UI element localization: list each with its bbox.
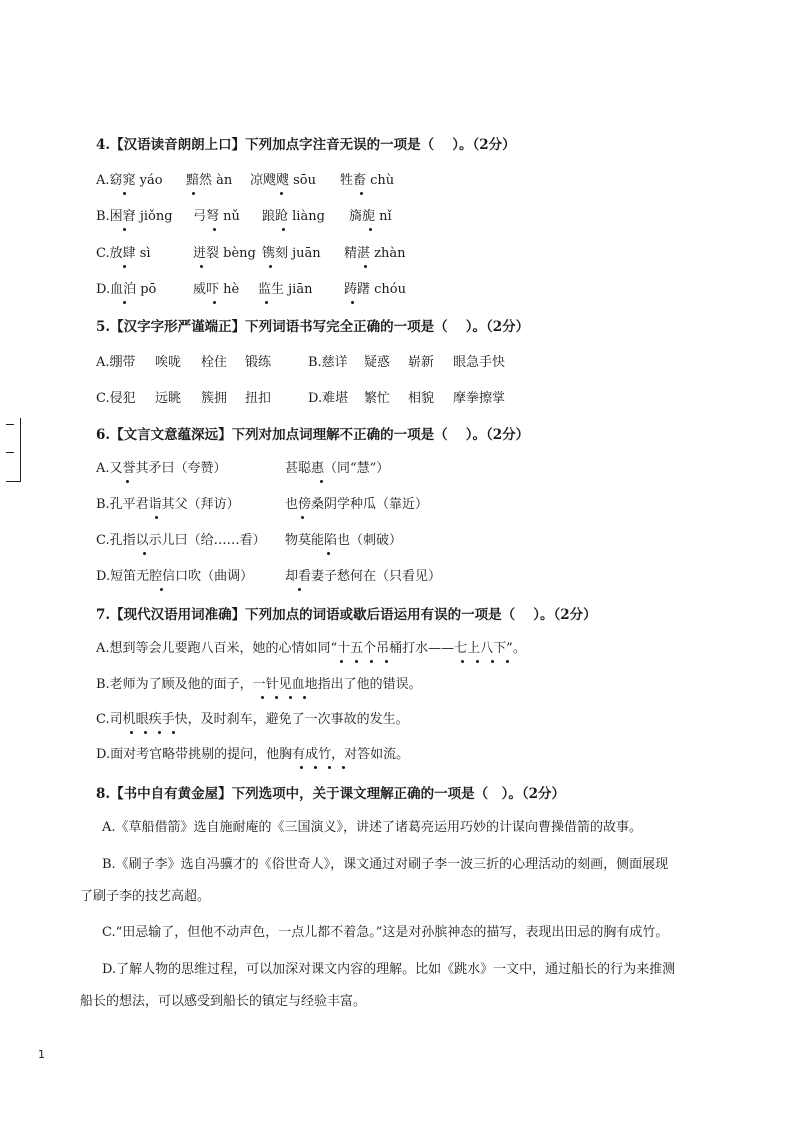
q8-option-d-line2: 船长的想法，可以感受到船长的镇定与经验丰富。 xyxy=(80,994,367,1009)
q5-option-c-word1: C.侵犯 xyxy=(96,391,136,406)
q5-option-b-word1: B.慈详 xyxy=(308,355,348,370)
q8-option-d-line1: D.了解人物的思维过程，可以加深对课文内容的理解。比如《跳水》一文中，通过船长的行为来推测 xyxy=(102,962,676,977)
q5-option-b-word2: 疑惑 xyxy=(364,355,391,370)
question-5-title: 5.【汉字字形严谨端正】下列词语书写完全正确的一项是（ ）。（2分） xyxy=(96,319,530,335)
emphasis-dot xyxy=(476,660,479,663)
q5-option-d-word1: D.难堪 xyxy=(308,391,349,406)
q8-option-a: A.《草船借箭》选自施耐庵的《三国演义》，讲述了诸葛亮运用巧妙的计谋向曹操借箭的故事。 xyxy=(102,820,643,835)
emphasis-dot xyxy=(364,265,367,268)
q8-option-b-line2: 了刷子李的技艺高超。 xyxy=(80,889,211,904)
q5-option-c-word4: 扭扣 xyxy=(245,391,272,406)
emphasis-dot xyxy=(369,228,372,231)
page-number: 1 xyxy=(38,1048,45,1061)
q4-option-c-word1: C.放肆 sì xyxy=(96,246,151,261)
q8-option-b-line1: B.《刷子李》选自冯骥才的《俗世奇人》，课文通过对刷子李一波三折的心理活动的刻画，侧面展现 xyxy=(102,857,669,872)
q5-option-a-word3: 栓住 xyxy=(201,355,228,370)
q6-option-d-left: D.短笛无腔信口吹（曲调） xyxy=(96,569,254,584)
q5-option-d-word3: 相貌 xyxy=(408,391,435,406)
q4-option-a-word2: 黯然 àn xyxy=(186,173,233,188)
margin-binding-tick xyxy=(6,452,14,453)
q4-option-d-word1: D.血泊 pō xyxy=(96,282,157,297)
emphasis-dot xyxy=(506,660,509,663)
q4-option-b-word2: 弓弩 nǔ xyxy=(193,209,240,224)
emphasis-dot xyxy=(160,588,163,591)
emphasis-dot xyxy=(275,696,278,699)
emphasis-dot xyxy=(300,766,303,769)
emphasis-dot xyxy=(123,301,126,304)
emphasis-dot xyxy=(360,192,363,195)
q7-option-d: D.面对考官略带挑剔的提问，他胸有成竹，对答如流。 xyxy=(96,747,410,762)
q6-option-b-right: 也傍桑阴学种瓜（靠近） xyxy=(285,497,429,512)
emphasis-dot xyxy=(314,766,317,769)
emphasis-dot xyxy=(385,660,388,663)
emphasis-dot xyxy=(143,552,146,555)
emphasis-dot xyxy=(123,192,126,195)
question-8-title: 8.【书中自有黄金屋】下列选项中，关于课文理解正确的一项是（ ）。（2分） xyxy=(96,786,565,802)
margin-binding-tick xyxy=(6,424,14,425)
q5-option-a-word4: 锻练 xyxy=(245,355,272,370)
question-6-title: 6.【文言文意蕴深远】下列对加点词理解不正确的一项是（ ）。（2分） xyxy=(96,427,530,443)
margin-binding-line xyxy=(20,418,21,482)
emphasis-dot xyxy=(289,696,292,699)
q5-option-d-word4: 摩拳擦掌 xyxy=(453,391,506,406)
emphasis-dot xyxy=(158,731,161,734)
q4-option-c-word3: 镌刻 juān xyxy=(262,246,321,261)
q8-option-c: C.“田忌输了，但他不动声色，一点儿都不着急。”这是对孙膑神态的描写，表现出田忌的胸有成竹。 xyxy=(102,925,669,940)
emphasis-dot xyxy=(282,228,285,231)
emphasis-dot xyxy=(123,228,126,231)
emphasis-dot xyxy=(491,660,494,663)
emphasis-dot xyxy=(192,192,195,195)
q5-option-c-word3: 簇拥 xyxy=(201,391,228,406)
question-7-title: 7.【现代汉语用词准确】下列加点的词语或歇后语运用有误的一项是（ ）。（2分） xyxy=(96,607,597,623)
emphasis-dot xyxy=(130,731,133,734)
q6-option-c-left: C.孔指以示儿曰（给……看） xyxy=(96,533,266,548)
q7-option-c: C.司机眼疾手快，及时刹车，避免了一次事故的发生。 xyxy=(96,712,409,727)
emphasis-dot xyxy=(327,552,330,555)
emphasis-dot xyxy=(261,696,264,699)
q6-option-d-right: 却看妻子愁何在（只看见） xyxy=(285,569,442,584)
emphasis-dot xyxy=(269,265,272,268)
q6-option-a-left: A.又誉其矛曰（夸赞） xyxy=(96,461,227,476)
q4-option-a-word1: A.窈窕 yáo xyxy=(96,173,163,188)
emphasis-dot xyxy=(303,696,306,699)
emphasis-dot xyxy=(280,192,283,195)
q6-option-b-left: B.孔平君诣其父（拜访） xyxy=(96,497,240,512)
emphasis-dot xyxy=(123,265,126,268)
emphasis-dot xyxy=(172,731,175,734)
q7-option-a: A.想到等会儿要跑八百米，她的心情如同“十五个吊桶打水——七上八下”。 xyxy=(96,641,526,656)
q4-option-d-word2: 威吓 hè xyxy=(193,282,240,297)
q4-option-d-word4: 踌躇 chóu xyxy=(344,282,406,297)
q4-option-b-word4: 旖旎 nǐ xyxy=(349,209,392,224)
q5-option-a-word1: A.绷带 xyxy=(96,355,136,370)
q5-option-d-word2: 繁忙 xyxy=(364,391,391,406)
emphasis-dot xyxy=(298,588,301,591)
emphasis-dot xyxy=(144,731,147,734)
emphasis-dot xyxy=(301,516,304,519)
q4-option-b-word3: 踉跄 liàng xyxy=(262,209,325,224)
emphasis-dot xyxy=(126,480,129,483)
q5-option-b-word4: 眼急手快 xyxy=(453,355,506,370)
question-4-title: 4.【汉语读音朗朗上口】下列加点字注音无误的一项是（ ）。（2分） xyxy=(96,137,516,153)
emphasis-dot xyxy=(461,660,464,663)
q6-option-c-right: 物莫能陷也（刺破） xyxy=(285,533,403,548)
emphasis-dot xyxy=(200,265,203,268)
emphasis-dot xyxy=(351,301,354,304)
q4-option-b-word1: B.困窘 jiǒng xyxy=(96,209,173,224)
emphasis-dot xyxy=(320,480,323,483)
q4-option-a-word3: 凉飕飕 sōu xyxy=(250,173,317,188)
emphasis-dot xyxy=(155,516,158,519)
emphasis-dot xyxy=(340,660,343,663)
emphasis-dot xyxy=(370,660,373,663)
q5-option-c-word2: 远眺 xyxy=(155,391,182,406)
q4-option-a-word4: 牲畜 chù xyxy=(340,173,395,188)
q4-option-c-word2: 迸裂 bèng xyxy=(193,246,256,261)
q5-option-b-word3: 崭新 xyxy=(408,355,435,370)
emphasis-dot xyxy=(355,660,358,663)
emphasis-dot xyxy=(328,766,331,769)
q5-option-a-word2: 唉咙 xyxy=(155,355,182,370)
q7-option-b: B.老师为了顾及他的面子，一针见血地指出了他的错误。 xyxy=(96,677,422,692)
emphasis-dot xyxy=(213,228,216,231)
emphasis-dot xyxy=(265,301,268,304)
q4-option-d-word3: 监生 jiān xyxy=(258,282,313,297)
emphasis-dot xyxy=(342,766,345,769)
emphasis-dot xyxy=(213,301,216,304)
margin-binding-tick xyxy=(6,481,20,482)
q6-option-a-right: 甚聪惠（同“慧”） xyxy=(285,461,390,476)
q4-option-c-word4: 精湛 zhàn xyxy=(344,246,406,261)
